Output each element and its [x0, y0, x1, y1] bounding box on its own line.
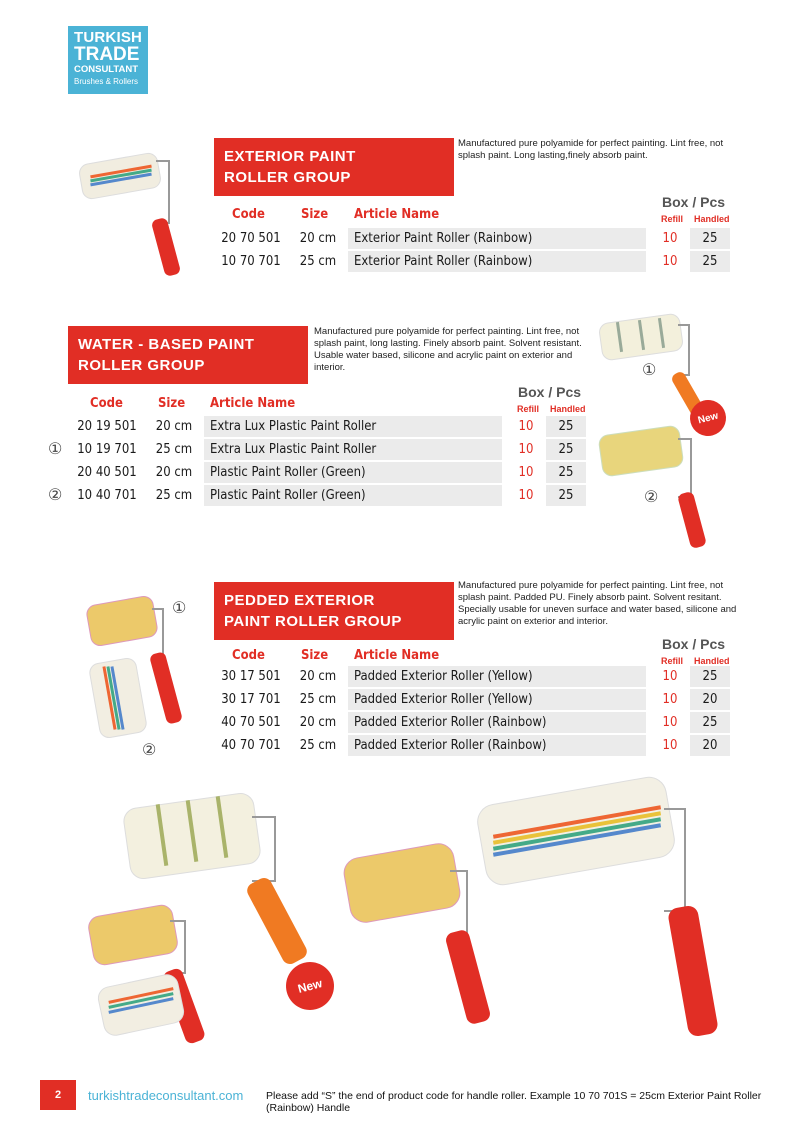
section2-header-article: Article Name	[210, 396, 296, 411]
website-link[interactable]: turkishtradeconsultant.com	[88, 1088, 244, 1103]
row-size: 25 cm	[288, 689, 348, 710]
new-badge: New	[686, 396, 730, 440]
row-handled: 25	[690, 228, 730, 249]
table-row	[214, 689, 730, 710]
row-refill: 10	[506, 439, 546, 460]
row-name: Padded Exterior Roller (Yellow)	[348, 666, 646, 687]
row-code: 40 70 701	[214, 735, 288, 756]
section1-header-article: Article Name	[354, 207, 440, 222]
row-refill: 10	[506, 462, 546, 483]
row-name: Exterior Paint Roller (Rainbow)	[348, 251, 646, 272]
table-row	[70, 462, 586, 483]
row-handled: 25	[546, 462, 586, 483]
section2-header-refill: Refill	[517, 404, 540, 414]
row-handled: 25	[690, 666, 730, 687]
row-refill: 10	[506, 485, 546, 506]
row-refill: 10	[650, 735, 690, 756]
row-refill: 10	[506, 416, 546, 437]
row-handled: 25	[690, 251, 730, 272]
section3-description: Manufactured pure polyamide for perfect painting. Lint free, not splash paint. Padded PU. Finely absorb paint. Solvent resitant. Specially usable for uneven surface and water based, silicone and acrylic paint on exterior and interior.	[458, 580, 737, 627]
row-name: Extra Lux Plastic Paint Roller	[204, 439, 502, 460]
section3-header-code: Code	[232, 648, 265, 663]
section2-title	[68, 326, 308, 384]
row-code: 20 70 501	[214, 228, 288, 249]
row-name: Padded Exterior Roller (Rainbow)	[348, 735, 646, 756]
image-marker: ①	[642, 362, 657, 379]
section2-header-handled: Handled	[550, 404, 586, 414]
image-marker: ①	[172, 600, 187, 617]
section3-header-handled: Handled	[694, 656, 730, 666]
product-group-photo	[80, 780, 760, 1060]
row-handled: 25	[546, 485, 586, 506]
row-handled: 20	[690, 735, 730, 756]
footer-note: Please add “S” the end of product code for handle roller. Example 10 70 701S = 25cm Exterior Paint Roller (Rainbow) Handle	[266, 1090, 762, 1114]
row-name: Exterior Paint Roller (Rainbow)	[348, 228, 646, 249]
row-name: Extra Lux Plastic Paint Roller	[204, 416, 502, 437]
section2-title-line2: ROLLER GROUP	[78, 357, 205, 374]
section1-title-line1: EXTERIOR PAINT	[224, 148, 356, 165]
row-marker: ②	[48, 487, 63, 504]
row-code: 30 17 701	[214, 689, 288, 710]
table-row	[70, 485, 586, 506]
padded-rainbow-roller-image	[94, 660, 154, 740]
row-code: 10 70 701	[214, 251, 288, 272]
row-handled: 25	[546, 416, 586, 437]
row-name: Padded Exterior Roller (Yellow)	[348, 689, 646, 710]
page-number: 2	[40, 1080, 76, 1110]
table-row	[214, 251, 730, 272]
row-size: 25 cm	[288, 251, 348, 272]
section1-header-size: Size	[301, 207, 329, 222]
row-handled: 20	[690, 689, 730, 710]
section1-header-handled: Handled	[694, 214, 730, 224]
row-code: 10 40 701	[70, 485, 144, 506]
section1-header-refill: Refill	[661, 214, 684, 224]
row-size: 20 cm	[288, 712, 348, 733]
logo-line-2: TRADE	[74, 44, 140, 65]
table-row	[214, 735, 730, 756]
exterior-roller-image	[80, 140, 210, 275]
section2-description: Manufactured pure polyamide for perfect painting. Lint free, not splash paint, long lasting. Finely absorb paint. Solvent resistant. Usable water based, silicone and acrylic paint on exterior and interior.	[314, 326, 582, 373]
row-code: 20 19 501	[70, 416, 144, 437]
table-row	[214, 228, 730, 249]
row-name: Plastic Paint Roller (Green)	[204, 485, 502, 506]
new-badge: New	[281, 957, 340, 1016]
row-refill: 10	[650, 251, 690, 272]
section3-title-line2: PAINT ROLLER GROUP	[224, 613, 402, 630]
row-size: 25 cm	[288, 735, 348, 756]
row-size: 20 cm	[144, 416, 204, 437]
table-row	[70, 416, 586, 437]
section2-header-size: Size	[158, 396, 186, 411]
row-code: 30 17 501	[214, 666, 288, 687]
section3-header-size: Size	[301, 648, 329, 663]
row-size: 20 cm	[288, 666, 348, 687]
row-size: 20 cm	[288, 228, 348, 249]
section3-header-refill: Refill	[661, 656, 684, 666]
image-marker: ②	[142, 742, 157, 759]
table-row	[214, 712, 730, 733]
section3-header-boxpcs: Box / Pcs	[662, 636, 726, 652]
row-refill: 10	[650, 666, 690, 687]
row-code: 20 40 501	[70, 462, 144, 483]
section3-title-line1: PEDDED EXTERIOR	[224, 592, 375, 609]
section3-title	[214, 582, 454, 640]
section1-description: Manufactured pure polyamide for perfect painting. Lint free, not splash paint. Long lasting,finely absorb paint.	[458, 138, 724, 161]
row-refill: 10	[650, 689, 690, 710]
row-size: 25 cm	[144, 439, 204, 460]
section1-header-code: Code	[232, 207, 265, 222]
image-marker: ②	[644, 489, 659, 506]
plastic-roller-image	[600, 428, 730, 550]
row-marker: ①	[48, 441, 63, 458]
table-row	[214, 666, 730, 687]
section2-header-boxpcs: Box / Pcs	[518, 384, 582, 400]
section1-title-line2: ROLLER GROUP	[224, 169, 351, 186]
row-handled: 25	[690, 712, 730, 733]
brand-logo	[68, 26, 148, 94]
row-size: 25 cm	[144, 485, 204, 506]
row-refill: 10	[650, 228, 690, 249]
row-size: 20 cm	[144, 462, 204, 483]
row-code: 10 19 701	[70, 439, 144, 460]
row-name: Plastic Paint Roller (Green)	[204, 462, 502, 483]
row-name: Padded Exterior Roller (Rainbow)	[348, 712, 646, 733]
logo-line-4: Brushes & Rollers	[74, 76, 139, 86]
section3-header-article: Article Name	[354, 648, 440, 663]
row-code: 40 70 501	[214, 712, 288, 733]
section1-title	[214, 138, 454, 196]
logo-line-3: CONSULTANT	[74, 64, 139, 75]
section1-header-boxpcs: Box / Pcs	[662, 194, 726, 210]
section2-title-line1: WATER - BASED PAINT	[78, 336, 255, 353]
logo-line-1: TURKISH	[74, 29, 143, 46]
row-handled: 25	[546, 439, 586, 460]
row-refill: 10	[650, 712, 690, 733]
section2-header-code: Code	[90, 396, 123, 411]
table-row	[70, 439, 586, 460]
